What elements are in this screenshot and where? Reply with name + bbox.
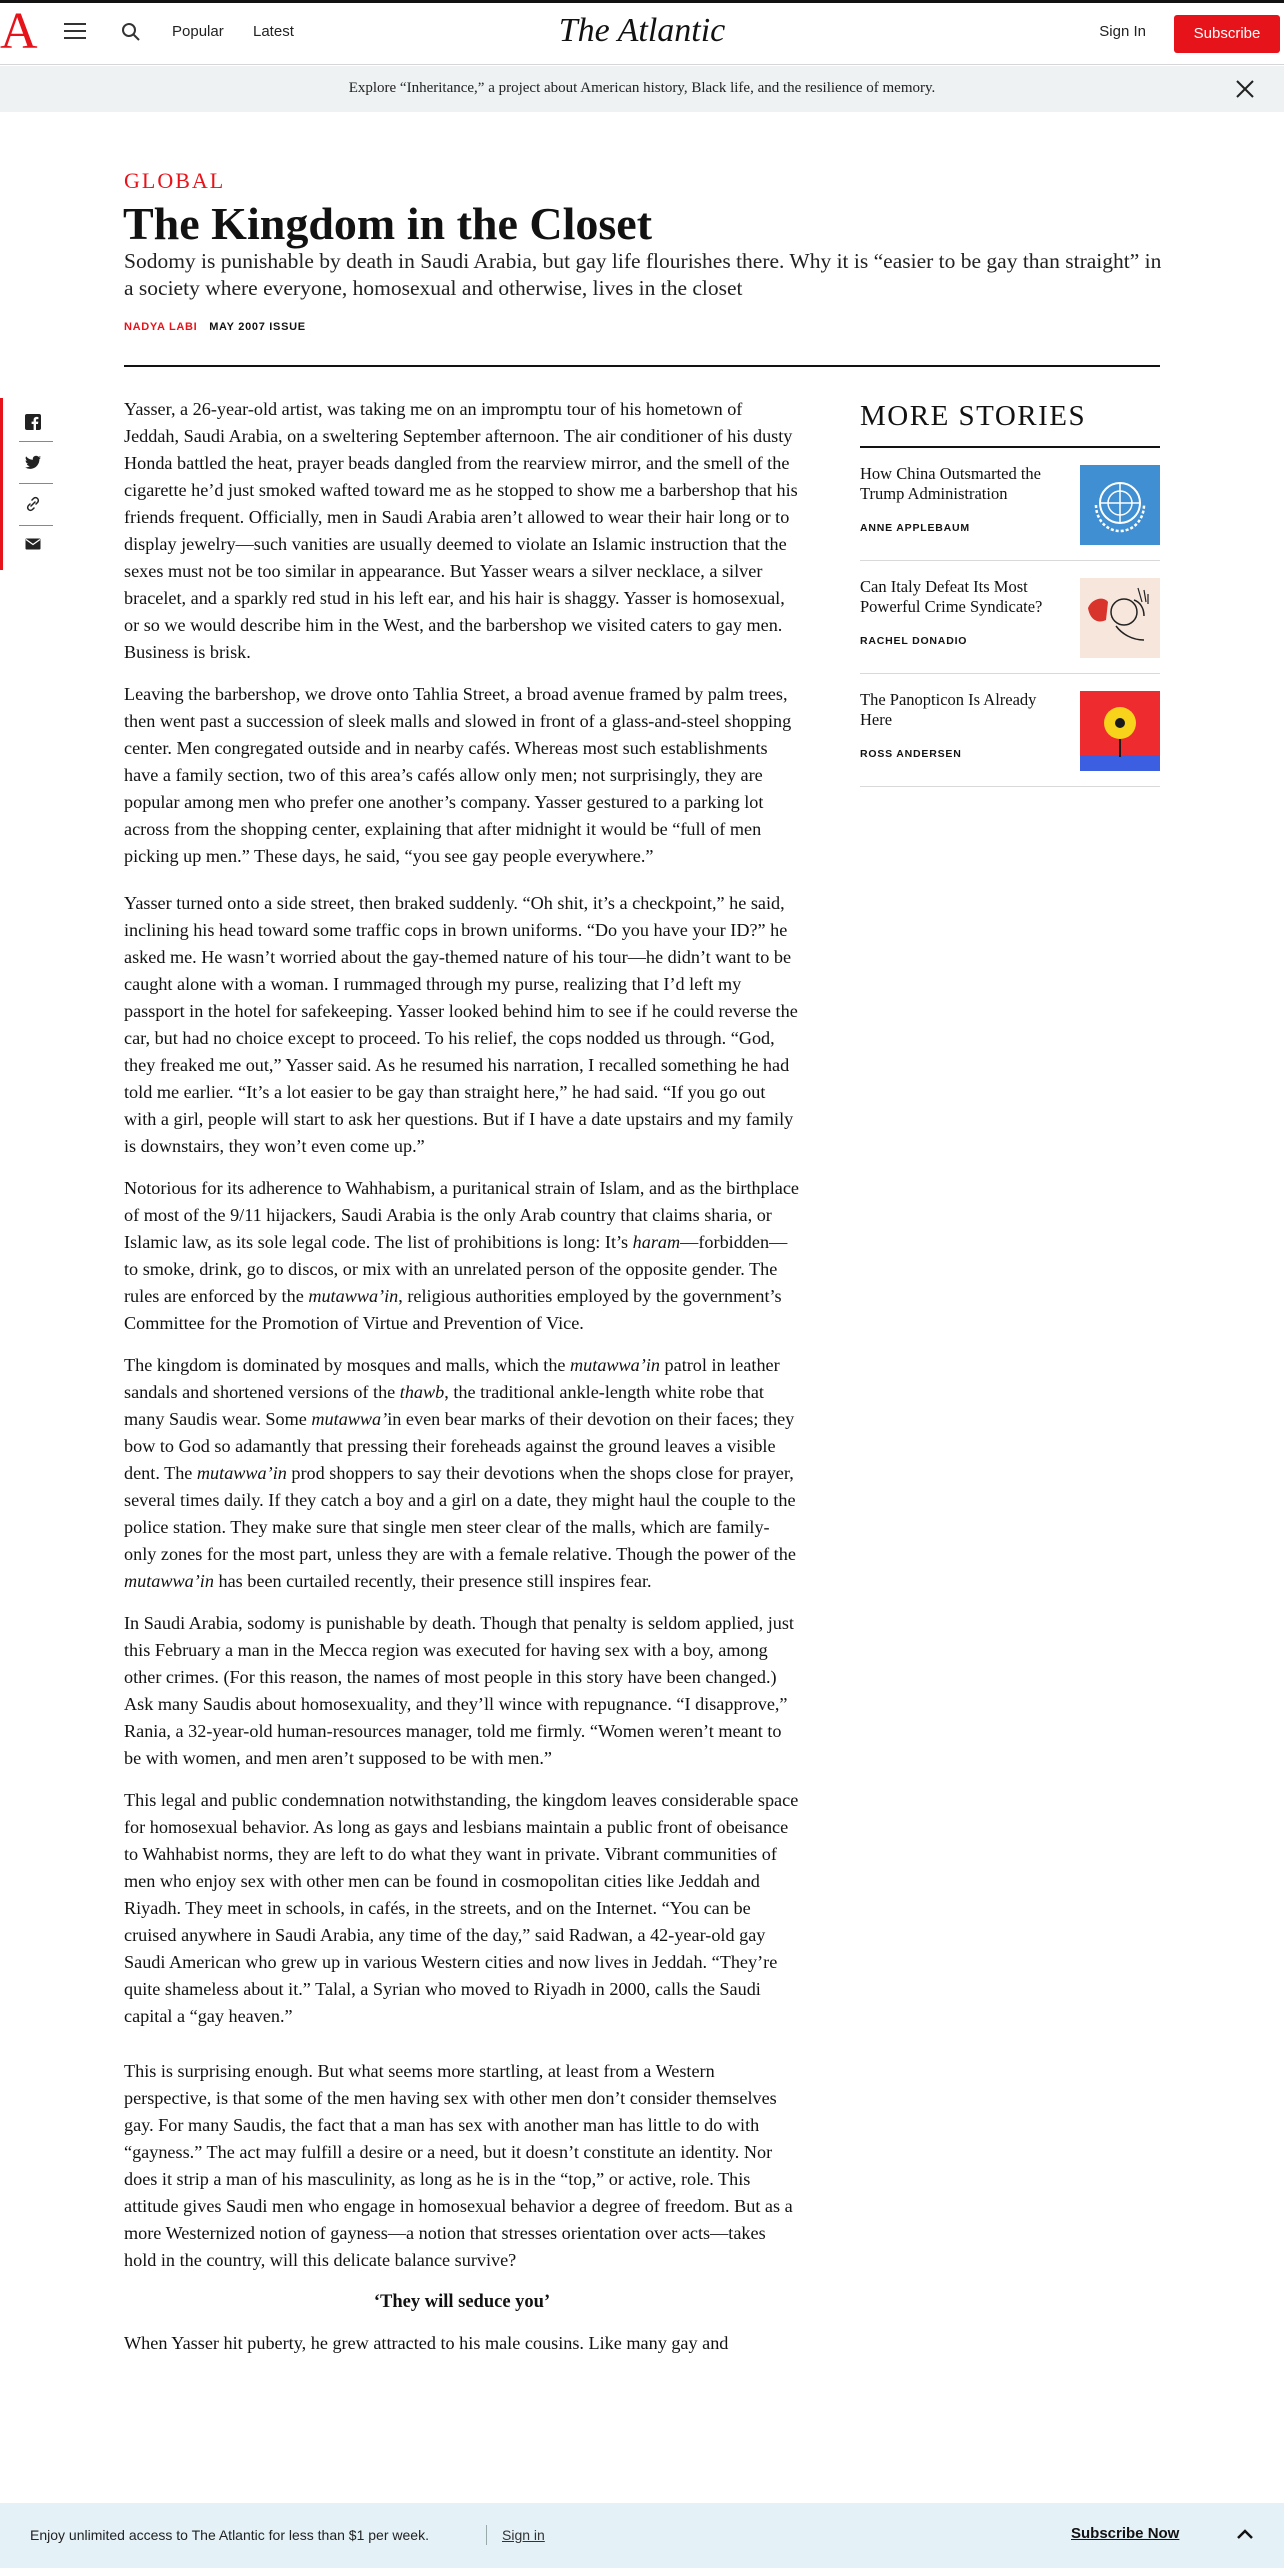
author-link[interactable]: NADYA LABI bbox=[124, 321, 198, 333]
email-icon[interactable] bbox=[25, 536, 41, 552]
subscribe-promo-text: Enjoy unlimited access to The Atlantic for less than $1 per week. bbox=[30, 2527, 429, 2543]
subscribe-button[interactable]: Subscribe bbox=[1174, 15, 1280, 53]
article-paragraph: This legal and public condemnation notwithstanding, the kingdom leaves considerable space for homosexual behavior. As long as gays and lesbians maintain a public front of obeisance to Wahhabist norms, they are left to do what they want in private. Vibrant communities of men who enjoy sex with other men can be found in cosmopolitan cities like Jeddah and Riyadh. They meet in schools, in cafés, in the streets, and on the Internet. “You can be cruised anywhere in Saudi Arabia, any time of the day,” said Radwan, a 42-year-old gay Saudi American who grew up in various Western cities and now lives in Jeddah. “They’re quite shameless about it.” Talal, a Syrian who moved to Riyadh in 2000, calls the Saudi capital a “gay heaven.” bbox=[124, 1790, 799, 2026]
inheritance-banner bbox=[0, 66, 1284, 112]
byline bbox=[124, 321, 306, 333]
share-divider bbox=[19, 525, 53, 526]
atlantic-logo[interactable]: A bbox=[0, 3, 38, 60]
footer-sign-in-link[interactable]: Sign in bbox=[502, 2527, 545, 2543]
story-card[interactable] bbox=[860, 561, 1160, 674]
header-divider bbox=[124, 365, 1160, 367]
article-dek: Sodomy is punishable by death in Saudi Arabia, but gay life flourishes there. Why it is “easier to be gay than straight” in a society where everyone, homosexual and otherwise, lives in the closet bbox=[124, 249, 1162, 300]
article-paragraph: This is surprising enough. But what seems more startling, at least from a Western perspective, is that some of the men having sex with other men don’t consider themselves gay. For many Saudis, the fact that a man has sex with another man has little to do with “gayness.” The act may fulfill a desire or a need, but it doesn’t constitute an identity. Nor does it strip a man of his masculinity, as long as he is in the “top,” or active, role. This attitude gives Saudi men who engage in homosexual behavior a degree of freedom. But as a more Westernized notion of gayness—a notion that stresses orientation over acts—takes hold in the country, will this delicate balance survive? bbox=[124, 2061, 793, 2270]
article-paragraph: Yasser, a 26-year-old artist, was taking me on an impromptu tour of his hometown of Jeddah, Saudi Arabia, on a sweltering September afternoon. The air conditioner of his dusty Honda battled the heat, prayer beads dangled from the rearview mirror, and the smell of the cigarette he’d just smoked wafted toward me as he stopped to show me a barbershop that his friends frequent. Officially, men in Saudi Arabia aren’t allowed to wear their hair long or to display jewelry—such vanities are usually deemed to violate an Islamic instruction that the sexes must not be too similar in appearance. But Yasser wears a silver necklace, a silver bracelet, and a sparkly red stud in his left ear, and his hair is shaggy. Yasser is homosexual, or so we would describe him in the West, and the barbershop we visited caters to gay men. Business is brisk. bbox=[124, 399, 798, 662]
subscribe-footer-bar bbox=[0, 2503, 1284, 2568]
more-stories-sidebar bbox=[860, 398, 1160, 787]
article-body bbox=[124, 396, 800, 2372]
article-title: The Kingdom in the Closet bbox=[123, 198, 653, 249]
article-paragraph: Yasser turned onto a side street, then braked suddenly. “Oh shit, it’s a checkpoint,” he said, inclining his head toward some traffic cops in brown uniforms. “Do you have your ID?” he asked me. He wasn’t worried about the gay-themed nature of his tour—he didn’t want to be caught alone with a woman. I rummaged through my purse, realizing that I’d left my passport in the hotel for safekeeping. Yasser looked behind him to see if he could reverse the car, but had no choice except to proceed. To his relief, the cops nodded us through. “God, they freaked me out,” Yasser said. As he resumed his narration, I recalled something he had told me earlier. “It’s a lot easier to be gay than straight here,” he had said. “If you go out with a girl, people will start to ask her questions. But if I have a date upstairs and my family is downstairs, they won’t even come up.” bbox=[124, 893, 798, 1156]
brand-wordmark[interactable]: The Atlantic bbox=[558, 12, 726, 49]
more-stories-heading: MORE STORIES bbox=[860, 398, 1160, 448]
issue-link[interactable]: MAY 2007 ISSUE bbox=[209, 321, 306, 333]
article-paragraph: In Saudi Arabia, sodomy is punishable by death. Though that penalty is seldom applied, just this February a man in the Mecca region was executed for having sex with a boy, among other crimes. (For this reason, the names of most people in this story have been changed.) Ask many Saudis about homosexuality, and they’ll wince with repugnance. “I disapprove,” Rania, a 32-year-old human-resources manager, told me firmly. “Women weren’t meant to be with women, and men aren’t supposed to be with men.” bbox=[124, 1613, 794, 1768]
section-label[interactable]: GLOBAL bbox=[124, 168, 226, 193]
article-paragraph: Notorious for its adherence to Wahhabism, a puritanical strain of Islam, and as the birthplace of most of the 9/11 hijackers, Saudi Arabia is the only Arab country that claims sharia, or Islamic law, as its sole legal code. The list of prohibitions is long: It’s haram—forbidden—to smoke, drink, go to discos, or mix with an unrelated person of the opposite gender. The rules are enforced by the mutawwa’in, religious authorities employed by the government’s Committee for the Promotion of Virtue and Prevention of Vice. bbox=[124, 1178, 799, 1333]
story-card[interactable] bbox=[860, 674, 1160, 787]
article-paragraph: The kingdom is dominated by mosques and malls, which the mutawwa’in patrol in leather sandals and shortened versions of the thawb, the traditional ankle-length white robe that many Saudis wear. Some mutawwa’in even bear marks of their devotion on their faces; they bow to God so adamantly that pressing their foreheads against the ground leaves a visible dent. The mutawwa’in prod shoppers to say their devotions when the shops close for prayer, several times daily. If they catch a boy and a girl on a date, they might haul the couple to the police station. They make sure that single men steer clear of the malls, which are family-only zones for the most part, unless they are with a female relative. Though the power of the mutawwa’in has been curtailed recently, their presence still inspires fear. bbox=[124, 1355, 796, 1591]
share-divider bbox=[19, 441, 53, 442]
story-author[interactable]: ANNE APPLEBAUM bbox=[860, 522, 970, 534]
link-icon[interactable] bbox=[25, 496, 41, 512]
story-author[interactable]: RACHEL DONADIO bbox=[860, 635, 968, 647]
story-title[interactable]: The Panopticon Is Already Here bbox=[860, 690, 1037, 729]
site-header bbox=[0, 3, 1284, 65]
subscribe-now-link[interactable]: Subscribe Now bbox=[1071, 2525, 1180, 2542]
share-divider bbox=[19, 483, 53, 484]
illustration-thumbnail[interactable] bbox=[1080, 578, 1160, 658]
article-paragraph: Leaving the barbershop, we drove onto Tahlia Street, a broad avenue framed by palm trees, then went past a succession of sleek malls and slowed in front of a glass-and-steel shopping center. Men congregated outside and in nearby cafés. Whereas most such establishments have a family section, two of this area’s cafés allow only men; not surprisingly, they are popular among men who prefer one another’s company. Yasser gestured to a parking lot across from the shopping center, explaining that after midnight it would be “full of men picking up men.” These days, he said, “you see gay people everywhere.” bbox=[124, 684, 792, 866]
share-rail bbox=[0, 398, 52, 570]
nav-latest[interactable]: Latest bbox=[253, 23, 294, 40]
nav-popular[interactable]: Popular bbox=[172, 23, 224, 40]
close-icon[interactable] bbox=[1234, 78, 1256, 100]
story-author[interactable]: ROSS ANDERSEN bbox=[860, 748, 962, 760]
eye-illustration-thumbnail[interactable] bbox=[1080, 691, 1160, 771]
article-paragraph: When Yasser hit puberty, he grew attracted to his male cousins. Like many gay and bbox=[124, 2333, 729, 2353]
story-card[interactable] bbox=[860, 448, 1160, 561]
footer-divider bbox=[486, 2525, 487, 2545]
sign-in-link[interactable]: Sign In bbox=[1099, 23, 1146, 40]
story-title[interactable]: How China Outsmarted the Trump Administration bbox=[860, 464, 1042, 503]
article-subhead: ‘They will seduce you’ bbox=[373, 2292, 551, 2312]
story-title[interactable]: Can Italy Defeat Its Most Powerful Crime Syndicate? bbox=[860, 577, 1043, 616]
un-emblem-thumbnail[interactable] bbox=[1080, 465, 1160, 545]
chevron-up-icon[interactable] bbox=[1236, 2527, 1254, 2541]
banner-link[interactable]: Explore “Inheritance,” a project about American history, Black life, and the resilience of memory. bbox=[348, 80, 936, 96]
twitter-icon[interactable] bbox=[25, 454, 41, 470]
facebook-icon[interactable] bbox=[25, 414, 41, 430]
